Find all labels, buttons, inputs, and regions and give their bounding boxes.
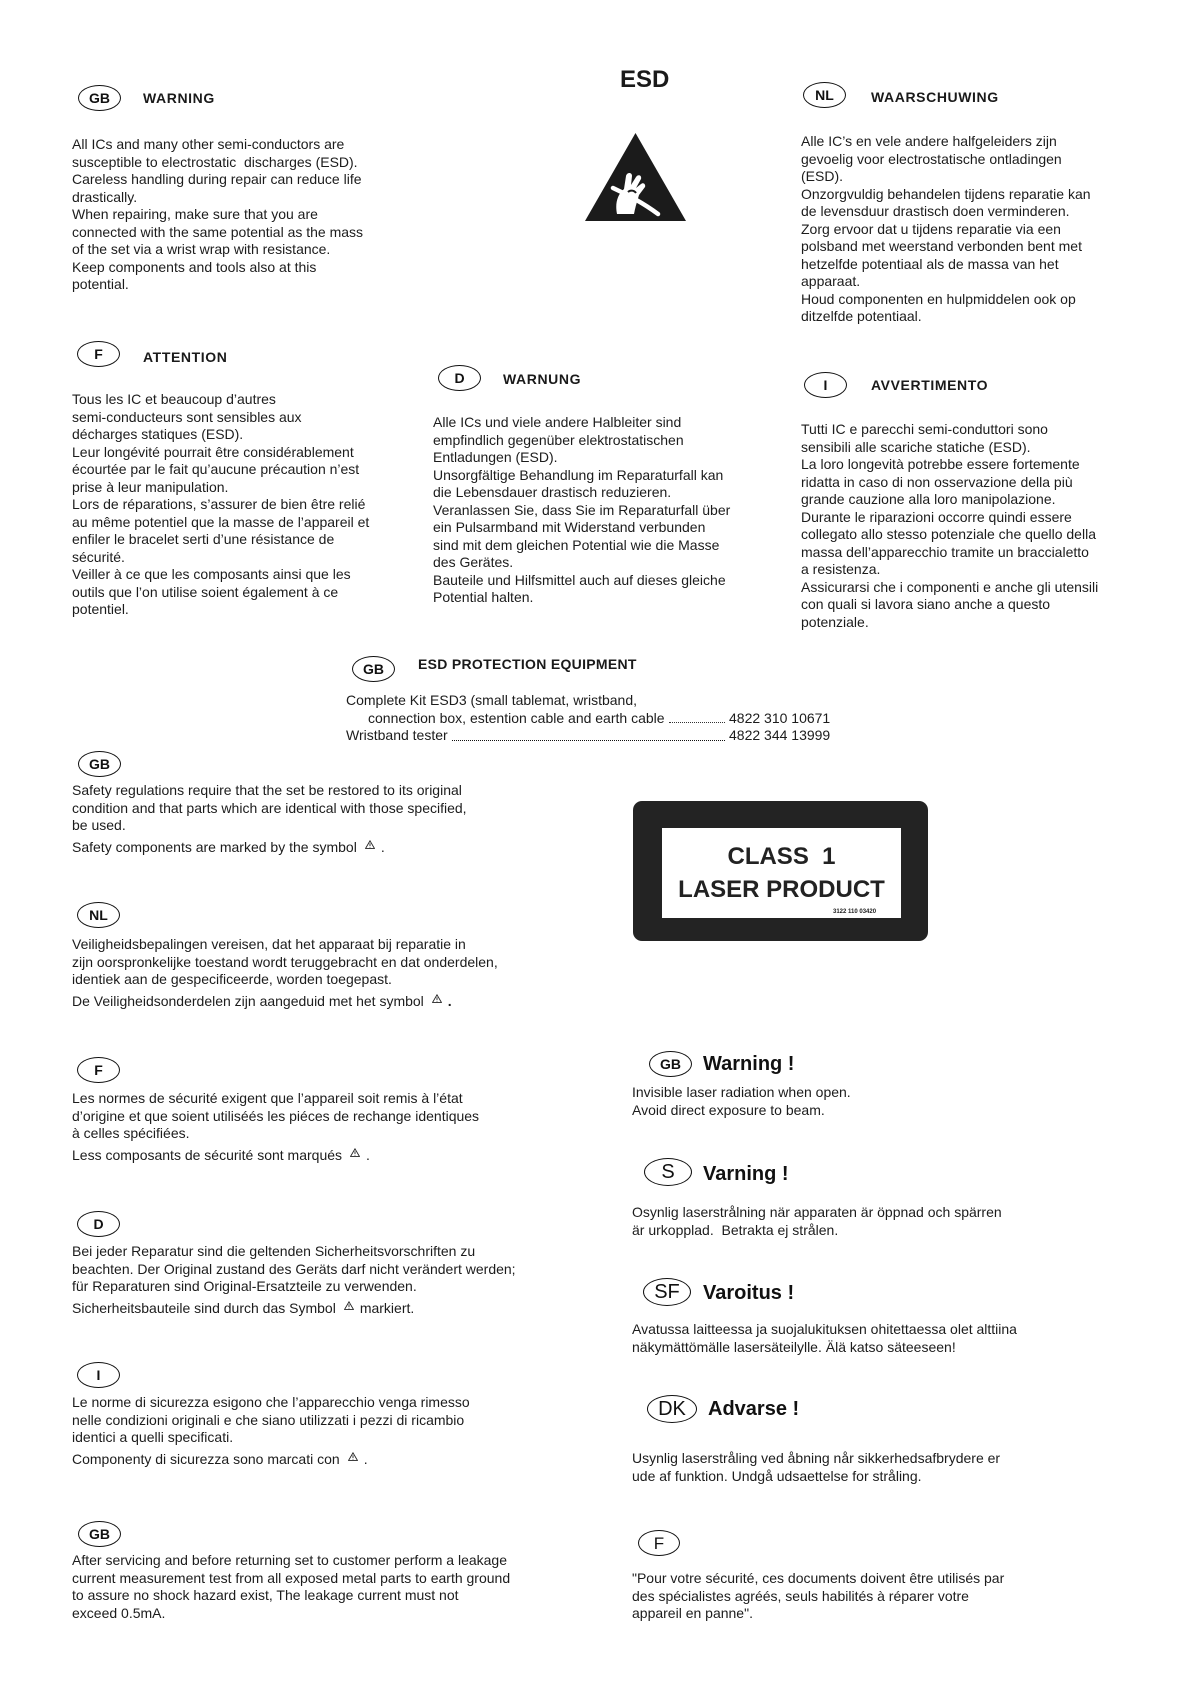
text-line: of the set via a wrist wrap with resistance. [72, 241, 331, 257]
symbol-line-text: Componenty di sicurezza sono marcati con [72, 1450, 340, 1467]
kit-line1: Complete Kit ESD3 (small tablemat, wristband, [346, 692, 637, 708]
text-line: décharges statiques (ESD). [72, 426, 244, 442]
text-line: exceed 0.5mA. [72, 1604, 166, 1621]
text-line: Bei jeder Reparatur sind die geltenden Sicherheitsvorschriften zu [72, 1243, 476, 1259]
text-line: Veranlassen Sie, dass Sie im Reparaturfall über [433, 501, 731, 518]
kit-part-row [368, 710, 829, 728]
warning-triangle-icon [432, 994, 442, 1003]
dot-leader [669, 722, 725, 723]
text-line: Entladungen (ESD). [433, 449, 558, 465]
text-line: Avoid direct exposure to beam. [632, 1101, 825, 1118]
safety-lines [72, 1394, 470, 1447]
text-line: drastically. [72, 188, 138, 205]
text-line: apparaat. [801, 273, 861, 289]
safety-text-f [72, 1090, 479, 1164]
symbol-line-text: Safety components are marked by the symbol [72, 838, 357, 855]
language-badge-nl: NL [77, 902, 120, 928]
text-line: La loro longevità potrebbe essere fortemente [801, 456, 1080, 472]
heading-warning-i: AVVERTIMENTO [871, 377, 989, 393]
esd-warning-text-i [801, 421, 1098, 631]
text-line: be used. [72, 817, 126, 833]
safety-symbol-line [72, 1300, 516, 1318]
text-line: collegato allo stesso potenziale che quello della [801, 526, 1096, 542]
kit-part-number: 4822 310 10671 [729, 709, 831, 726]
text-line: When repairing, make sure that you are [72, 206, 318, 222]
laser-warning-heading-s: Varning ! [703, 1163, 789, 1185]
laser-class-text: CLASS 1 [727, 843, 836, 870]
text-line: ditzelfde potentiaal. [801, 308, 922, 324]
language-badge-s: S [644, 1158, 692, 1186]
text-line: appareil en panne". [632, 1605, 753, 1621]
safety-symbol-line [72, 993, 498, 1011]
language-badge-gb: GB [78, 751, 121, 777]
tester-part-number: 4822 344 13999 [729, 727, 831, 743]
heading-warning-gb: WARNING [143, 90, 215, 106]
text-line: prise à leur manipulation. [72, 478, 229, 495]
laser-warning-text-dk [632, 1450, 1000, 1485]
text-line: für Reparaturen sind Original-Ersatzteile zu verwenden. [72, 1278, 417, 1294]
text-line: ridatta in caso di non osservazione della più [801, 473, 1073, 490]
text-line: Veiligheidsbepalingen vereisen, dat het apparaat bij reparatie in [72, 936, 466, 952]
text-line: des Gerätes. [433, 554, 514, 570]
text-line: Leur longévité pourrait être considérablement [72, 443, 354, 460]
text-line: con quali si lavora siano anche a questo [801, 596, 1051, 612]
text-line: Veiller à ce que les composants ainsi que les [72, 566, 351, 582]
text-line: sensibili alle scariche statiche (ESD). [801, 438, 1031, 455]
language-badge-gb: GB [78, 85, 121, 111]
symbol-line-text: De Veiligheidsonderdelen zijn aangeduid met het symbol [72, 992, 424, 1009]
text-line: Le norme di sicurezza esigono che l’apparecchio venga rimesso [72, 1394, 470, 1410]
language-badge-dk: DK [647, 1395, 697, 1423]
text-line: condition and that parts which are identical with those specified, [72, 799, 467, 816]
text-line: grande cauzione alla loro manipolazione. [801, 491, 1056, 507]
text-line: potenziale. [801, 613, 869, 630]
safety-lines [72, 782, 467, 835]
esd-susceptibility-triangle-icon [584, 132, 687, 222]
safety-lines [72, 1090, 479, 1143]
text-line: Alle IC’s en vele andere halfgeleiders zijn [801, 133, 1057, 149]
safety-text-i [72, 1394, 470, 1468]
safety-lines [72, 1243, 516, 1296]
language-badge-nl: NL [803, 82, 846, 108]
text-line: Onzorgvuldig behandelen tijdens reparatie kan [801, 185, 1091, 202]
language-badge-i: I [804, 372, 847, 398]
text-line: a resistenza. [801, 561, 881, 577]
class-1-laser-product-label [633, 801, 928, 941]
laser-product-text: LASER PRODUCT [678, 876, 885, 903]
kit-line2: connection box, estention cable and earth cable [368, 709, 665, 726]
text-line: Osynlig laserstrålning när apparaten är öppnad och spärren [632, 1204, 1002, 1220]
text-line: (ESD). [801, 168, 843, 184]
laser-warning-text-s [632, 1204, 1002, 1239]
language-badge-gb: GB [352, 656, 395, 682]
heading-warning-f: ATTENTION [143, 349, 228, 365]
laser-warning-text-gb [632, 1084, 851, 1119]
text-line: ude af funktion. Undgå udsaettelse for stråling. [632, 1467, 922, 1484]
symbol-line-suffix: . [380, 838, 385, 855]
symbol-line-suffix: markiert. [359, 1299, 415, 1316]
language-badge-f: F [77, 341, 120, 367]
text-line: nelle condizioni originali e che siano utilizzati i pezzi di ricambio [72, 1411, 465, 1428]
language-badge-gb: GB [649, 1051, 692, 1077]
laser-warning-text-sf [632, 1321, 1017, 1356]
laser-label-code: 3122 110 03420 [833, 909, 877, 915]
esd-warning-text-d [433, 414, 730, 607]
symbol-line-text: Less composants de sécurité sont marqués [72, 1146, 343, 1163]
text-line: susceptible to electrostatic discharges (ESD). [72, 153, 358, 170]
text-line: hetzelfde potentiaal als de massa van het [801, 255, 1059, 272]
laser-warning-heading-gb: Warning ! [703, 1053, 795, 1075]
warning-triangle-icon [365, 840, 375, 849]
tester-label: Wristband tester [346, 727, 448, 743]
laser-warning-heading-dk: Advarse ! [708, 1398, 800, 1420]
text-line: Unsorgfältige Behandlung im Reparaturfall kan [433, 466, 724, 483]
text-line: Zorg ervoor dat u tijdens reparatie via een [801, 220, 1061, 237]
text-line: écourtée par le fait qu’aucune précaution n’est [72, 461, 360, 477]
leakage-test-text [72, 1552, 510, 1622]
text-line: semi-conducteurs sont sensibles aux [72, 408, 302, 425]
heading-esd-protection-equipment: ESD PROTECTION EQUIPMENT [418, 656, 637, 672]
language-badge-d: D [77, 1211, 120, 1237]
laser-warning-heading-sf: Varoitus ! [703, 1282, 795, 1304]
text-line: des spécialistes agréés, seuls habilités à réparer votre [632, 1587, 969, 1604]
text-line: Tutti IC e parecchi semi-conduttori sono [801, 421, 1048, 437]
text-line: är urkopplad. Betrakta ej strålen. [632, 1221, 839, 1238]
text-line: massa dell’apparecchio tramite un braccialetto [801, 543, 1089, 560]
laser-label-panel [662, 828, 901, 918]
safety-text-d [72, 1243, 516, 1317]
text-line: sécurité. [72, 548, 125, 565]
text-line: sind mit dem gleichen Potential wie die Masse [433, 536, 720, 553]
page-title: ESD [620, 66, 670, 93]
tester-part-row [346, 727, 829, 745]
text-line: potentiel. [72, 601, 129, 617]
text-line: identici a quelli specificati. [72, 1429, 234, 1445]
text-line: näkymättömälle lasersäteilylle. Älä katso säteeseen! [632, 1338, 956, 1355]
text-line: à celles spécifiées. [72, 1125, 190, 1141]
safety-text-gb [72, 782, 467, 856]
safety-lines [72, 936, 498, 989]
text-line: After servicing and before returning set to customer perform a leakage [72, 1552, 507, 1568]
warning-triangle-icon [344, 1301, 354, 1310]
warning-triangle-icon [348, 1452, 358, 1461]
text-line: Avatussa laitteessa ja suojalukituksen ohitettaessa olet alttiina [632, 1321, 1017, 1337]
warning-triangle-icon [350, 1148, 360, 1157]
text-line: ein Pulsarmband mit Widerstand verbunden [433, 519, 706, 535]
language-badge-d: D [438, 365, 481, 391]
safety-text-nl [72, 936, 498, 1010]
language-badge-i: I [77, 1362, 120, 1388]
text-line: gevoelig voor electrostatische ontladingen [801, 150, 1062, 167]
esd-warning-text-nl [801, 133, 1091, 326]
text-line: polsband met weerstand verbonden bent met [801, 238, 1082, 254]
text-line: Les normes de sécurité exigent que l’appareil soit remis à l’état [72, 1090, 463, 1106]
text-line: empfindlich gegenüber elektrostatischen [433, 431, 684, 448]
service-notice-text-f [632, 1570, 1004, 1623]
text-line: All ICs and many other semi-conductors are [72, 136, 345, 152]
heading-warning-d: WARNUNG [503, 371, 582, 387]
text-line: de levensduur drastisch doen verminderen. [801, 203, 1070, 219]
symbol-line-suffix: . [447, 992, 452, 1009]
text-line: connected with the same potential as the mass [72, 223, 364, 240]
text-line: Assicurarsi che i componenti e anche gli utensili [801, 578, 1099, 595]
text-line: Durante le riparazioni occorre quindi essere [801, 508, 1072, 525]
language-badge-gb: GB [78, 1521, 121, 1547]
safety-symbol-line [72, 839, 467, 857]
esd-warning-text-gb [72, 136, 363, 294]
esd-warning-text-f [72, 391, 369, 619]
text-line: zijn oorspronkelijke toestand wordt teruggebracht en dat onderdelen, [72, 953, 498, 970]
text-line: "Pour votre sécurité, ces documents doivent être utilisés par [632, 1570, 1005, 1586]
kit-description-line [346, 692, 637, 710]
text-line: au même potentiel que la masse de l’appareil et [72, 513, 370, 530]
text-line: Alle ICs und viele andere Halbleiter sind [433, 414, 682, 430]
text-line: outils que l’on utilise soient également à ce [72, 583, 339, 600]
text-line: to assure no shock hazard exist, The leakage current must not [72, 1587, 459, 1603]
language-badge-f: F [638, 1530, 680, 1556]
text-line: die Lebensdauer drastisch reduzieren. [433, 484, 672, 500]
text-line: potential. [72, 276, 129, 292]
text-line: Potential halten. [433, 589, 534, 605]
language-badge-f: F [77, 1057, 120, 1083]
text-line: Lors de réparations, s’assurer de bien être relié [72, 496, 366, 512]
text-line: enfiler le bracelet serti d’une résistance de [72, 531, 335, 547]
text-line: d’origine et que soient utiliséés les piéces de rechange identiques [72, 1107, 480, 1124]
text-line: beachten. Der Original zustand des Geräts darf nicht verändert werden; [72, 1260, 516, 1277]
text-line: Houd componenten en hulpmiddelen ook op [801, 290, 1076, 307]
text-line: Bauteile und Hilfsmittel auch auf dieses gleiche [433, 571, 726, 588]
text-line: Careless handling during repair can reduce life [72, 171, 362, 187]
text-line: identiek aan de gespecificeerde, worden toegepast. [72, 971, 392, 987]
symbol-line-suffix: . [366, 1146, 370, 1163]
language-badge-sf: SF [643, 1278, 691, 1306]
text-line: Safety regulations require that the set be restored to its original [72, 782, 462, 798]
heading-warning-nl: WAARSCHUWING [871, 89, 999, 105]
symbol-line-suffix: . [363, 1450, 368, 1467]
text-line: current measurement test from all exposed metal parts to earth ground [72, 1569, 511, 1586]
safety-symbol-line [72, 1147, 479, 1165]
text-line: Keep components and tools also at this [72, 258, 317, 275]
text-line: Usynlig laserstråling ved åbning når sikkerhedsafbrydere er [632, 1450, 1001, 1466]
symbol-line-text: Sicherheitsbauteile sind durch das Symbol [72, 1299, 336, 1316]
safety-symbol-line [72, 1451, 470, 1469]
text-line: Tous les IC et beaucoup d’autres [72, 391, 276, 407]
text-line: Invisible laser radiation when open. [632, 1084, 851, 1100]
dot-leader [452, 740, 725, 741]
